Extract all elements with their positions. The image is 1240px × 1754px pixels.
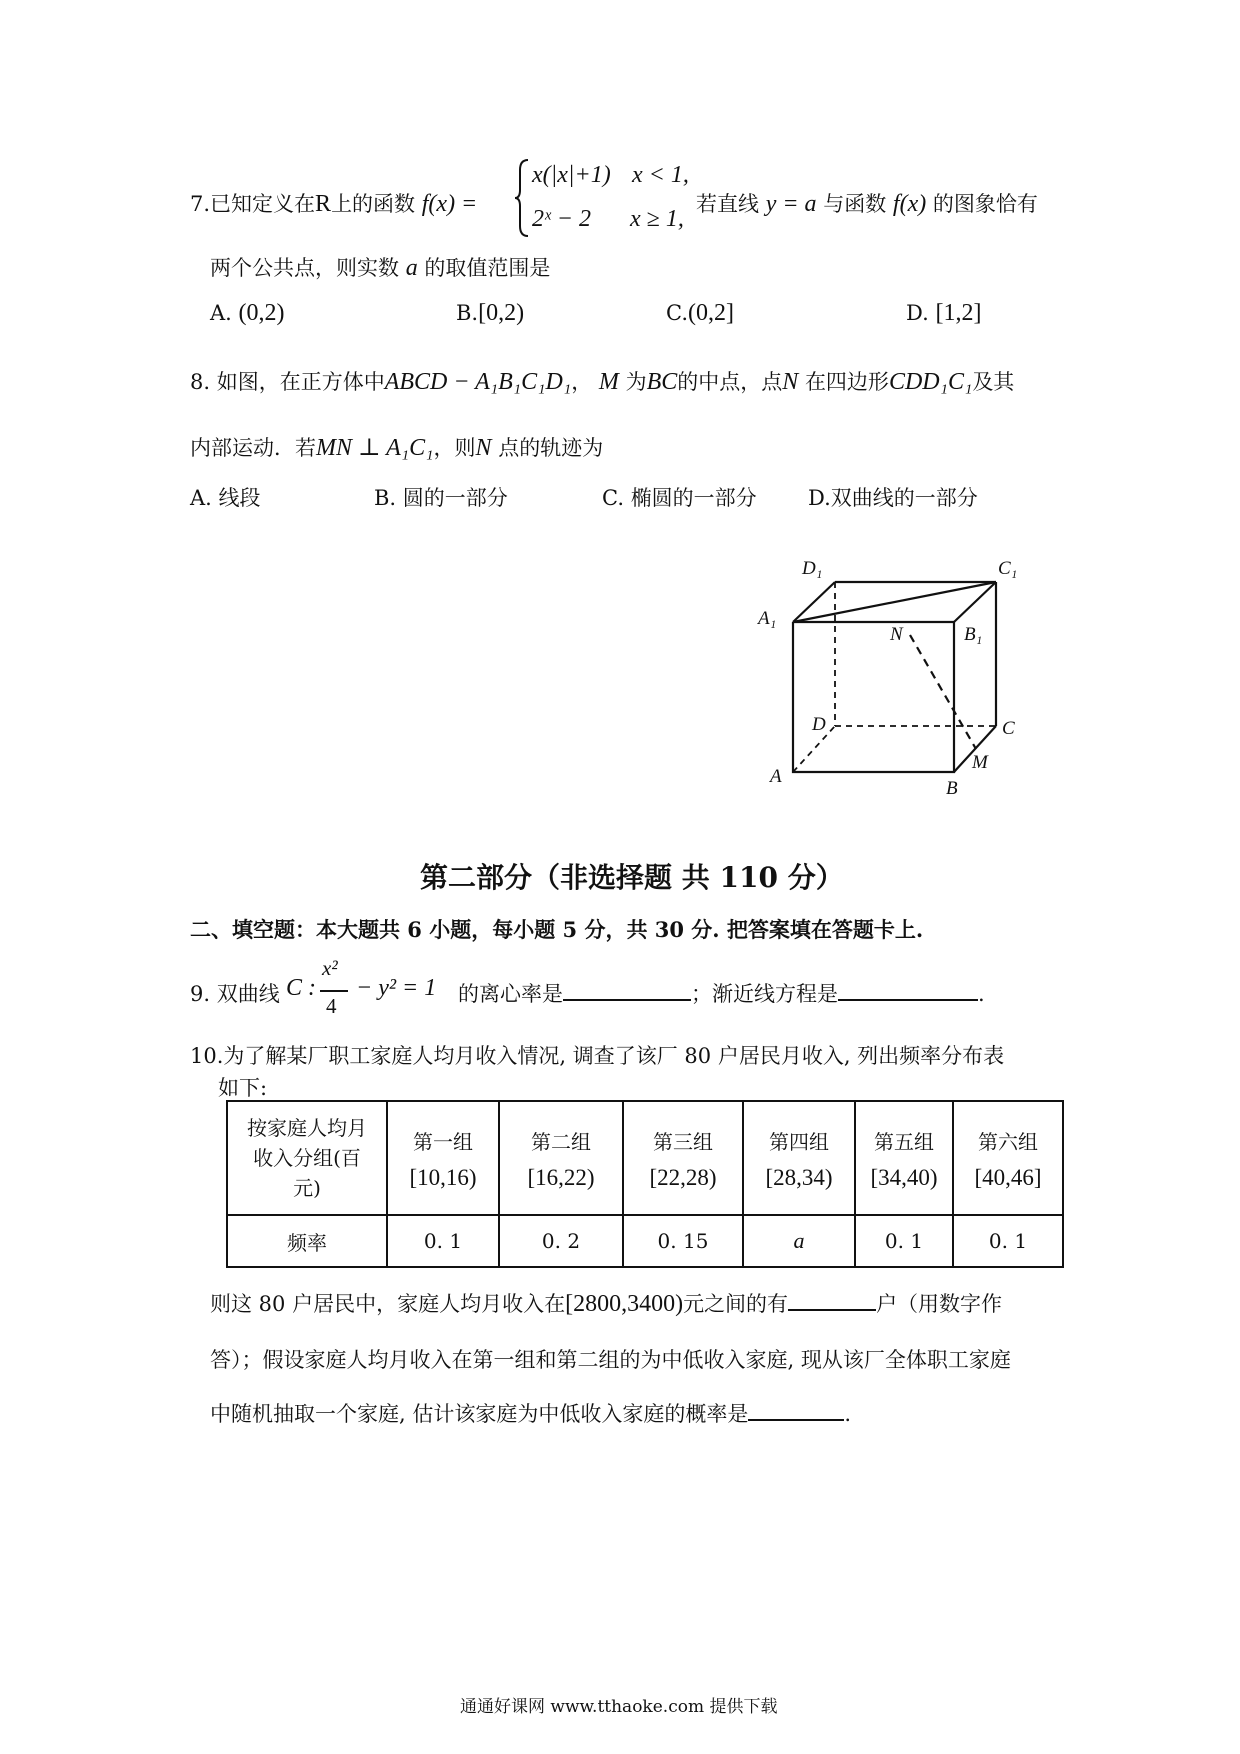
q8-M: M [598,369,619,395]
q7-line1-tail [696,188,1038,218]
header-label-line: 元) [293,1176,321,1200]
q10-after1c: 户（用数字作 [876,1292,1003,1316]
q7-option-value: (0,2] [688,300,734,326]
q7-line2 [210,252,550,282]
table-row [227,1101,1063,1215]
label-A1: A₁ [758,608,777,629]
q7-option-value: (0,2) [238,300,285,326]
freq-cell: 0. 1 [855,1215,953,1267]
q9-end: . [978,982,985,1006]
q10-after1a: 则这 80 户居民中，家庭人均月收入在 [210,1292,566,1316]
group-cell [953,1101,1063,1215]
q7-line2b: 的取值范围是 [424,256,551,280]
q8-option-letter: D. [808,486,831,510]
q9-denominator: 4 [326,994,337,1018]
freq-cell: 0. 2 [499,1215,623,1267]
q9-C: C : [286,975,316,1001]
label-M: M [972,752,988,773]
q7-mid2: 与函数 [823,192,887,216]
frequency-table [226,1100,1064,1268]
q7-option-a [210,300,285,327]
q7-option-value: [1,2] [935,300,982,326]
q8-option-letter: A. [190,486,212,510]
q8-cond: MN ⊥ A₁C₁ [316,435,434,461]
q8-option-b [374,482,508,512]
label-C: C [1002,718,1015,739]
header-label-cell [227,1101,387,1215]
group-range: [34,40) [870,1164,938,1190]
label-B: B [946,778,958,799]
group-name: 第二组 [531,1129,591,1154]
q7-option-value: [0,2) [478,300,525,326]
q7-option-letter: C. [666,301,688,325]
q8-option-text: 双曲线的一部分 [830,486,978,510]
q10-interval: [2800,3400) [565,1291,684,1317]
q9-answer-blank-2[interactable] [838,979,978,1001]
q9-line-tail [458,978,985,1008]
group-range: [10,16) [409,1164,477,1190]
q7-after-R: 上的函数 [331,192,416,216]
label-D: D [812,714,826,735]
q7-brace [514,158,530,243]
q7-func: f(x) = [421,191,478,217]
q7-case2-cond: x ≥ 1, [630,206,684,232]
q8-mid2: 的中点，点 [677,370,783,394]
q8-mid3: 在四边形 [804,370,889,394]
q7-case1-cond: x < 1, [632,162,689,188]
q10-answer-blank-2[interactable] [748,1399,844,1421]
q7-var-a: a [405,255,418,281]
q9-fraction-bar [320,990,348,992]
q9-mid: 的离心率是 [458,982,563,1006]
q8-option-text: 线段 [218,486,261,510]
group-range: [40,46] [974,1164,1042,1190]
q10-after3-text: 中随机抽取一个家庭, 估计该家庭为中低收入家庭的概率是 [210,1402,749,1426]
q8-line2a: 内部运动．若 [190,436,316,460]
q10-after1 [210,1288,1002,1318]
q8-option-text: 圆的一部分 [402,486,508,510]
q7-mid: 若直线 [696,192,759,216]
q8-sep: ， [571,370,593,394]
q10-after3-end: . [844,1402,852,1426]
q7-case1-expr: x(|x|+1) [532,162,611,188]
q7-line2a: 两个公共点，则实数 [210,256,399,280]
q7-option-letter: A. [210,301,232,325]
q7-suffix: 的图象恰有 [932,192,1038,216]
header-label-line: 按家庭人均月 [247,1116,367,1140]
q8-line2 [190,432,603,462]
label-D1: D₁ [802,558,823,579]
group-cell [855,1101,953,1215]
q8-option-d [808,482,978,512]
group-name: 第三组 [653,1129,713,1154]
q7-line-eq: y = a [765,191,817,217]
q8-quad: CDD₁C₁ [888,369,973,395]
q10-answer-blank-1[interactable] [788,1289,876,1311]
q8-suffix: 及其 [972,370,1015,394]
q9-mid2: ；渐近线方程是 [691,982,838,1006]
label-N: N [890,624,903,645]
q8-line1 [190,366,1014,396]
q9-prefix: 9. 双曲线 [190,982,280,1006]
q8-prefix: 8. 如图，在正方体中 [190,370,385,394]
q7-option-letter: B. [456,301,479,325]
q8-option-a [190,482,261,512]
q7-R: R [315,191,332,217]
group-cell [743,1101,855,1215]
q7-option-d [906,300,981,327]
q10-line1: 10.为了解某厂职工家庭人均月收入情况, 调查了该厂 80 户居民月收入, 列出频率分布表 [190,1044,1005,1068]
q7-func2: f(x) [892,191,927,217]
label-B1: B₁ [964,624,983,645]
group-cell [387,1101,499,1215]
q8-line2c: 点的轨迹为 [498,436,604,460]
q10-after1b: 元之间的有 [683,1292,789,1316]
q7-option-b [456,300,524,327]
q7-line1 [190,188,477,218]
freq-cell: 0. 1 [387,1215,499,1267]
q8-BC: BC [646,369,678,395]
group-name: 第四组 [769,1129,829,1154]
q8-line2b: ，则 [433,436,476,460]
group-range: [28,34) [765,1164,833,1190]
q10-after3 [210,1398,851,1428]
q8-option-letter: B. [374,486,397,510]
page-footer: 通通好课网 www.tthaoke.com 提供下载 [460,1697,778,1717]
group-range: [16,22) [527,1164,595,1190]
group-name: 第五组 [874,1129,934,1154]
q8-cube: ABCD − A₁B₁C₁D₁ [384,369,572,395]
section2-instruction: 二、填空题：本大题共 6 小题，每小题 5 分，共 30 分. 把答案填在答题卡上. [190,917,924,942]
freq-cell: 0. 15 [623,1215,743,1267]
freq-cell: 0. 1 [953,1215,1063,1267]
q10-after2: 答）；假设家庭人均月收入在第一组和第二组的为中低收入家庭, 现从该厂全体职工家庭 [210,1348,1011,1372]
label-C1: C₁ [998,558,1018,579]
q8-option-text: 椭圆的一部分 [630,486,757,510]
group-name: 第六组 [978,1129,1038,1154]
brace-icon [514,158,530,238]
section2-title: 第二部分（非选择题 共 110 分） [420,861,844,894]
q8-option-c [602,482,757,512]
q8-mid-text: 为 [625,370,647,394]
q8-N2: N [475,435,492,461]
freq-cell: a [743,1215,855,1267]
cube-figure [740,550,1030,800]
q7-option-c [666,300,734,327]
q7-prefix: 7.已知定义在 [190,192,316,216]
label-A: A [770,766,782,787]
q8-N: N [782,369,799,395]
q10-line2: 如下: [218,1076,268,1100]
group-name: 第一组 [413,1129,473,1154]
freq-label-cell: 频率 [227,1215,387,1267]
group-range: [22,28) [649,1164,717,1190]
group-cell [623,1101,743,1215]
header-label-line: 收入分组(百 [253,1146,361,1170]
q8-option-letter: C. [602,486,624,510]
group-cell [499,1101,623,1215]
table-row [227,1215,1063,1267]
q7-case2-expr: 2ˣ − 2 [532,206,591,232]
q9-rest: − y² = 1 [356,975,437,1001]
q7-option-letter: D. [906,301,929,325]
q9-answer-blank-1[interactable] [563,979,691,1001]
q9-numerator: x² [322,956,338,980]
